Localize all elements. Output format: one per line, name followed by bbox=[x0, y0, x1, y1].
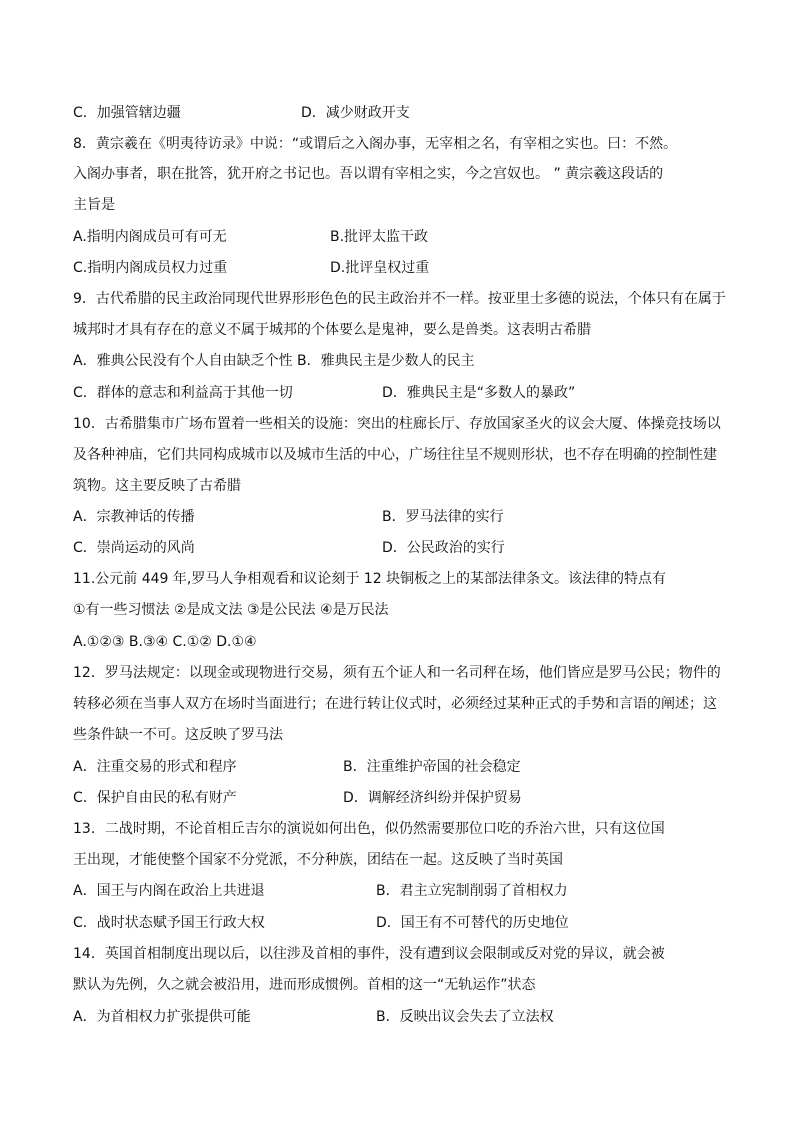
q11-stem-line-1: 11.公元前 449 年,罗马人争相观看和议论刻于 12 块铜板之上的某部法律条文。该法律的特点有 bbox=[73, 571, 667, 587]
q13-option-d: D．国王有不可替代的历史地位 bbox=[376, 915, 569, 931]
q10-option-d: D．公民政治的实行 bbox=[382, 540, 505, 556]
q14-option-b: B．反映出议会失去了立法权 bbox=[376, 1009, 554, 1025]
q7-option-d: D．减少财政开支 bbox=[301, 105, 410, 121]
q12-stem-line-1: 12．罗马法规定：以现金或现物进行交易，须有五个证人和一名司秤在场，他们皆应是罗马公民；物件的 bbox=[73, 665, 721, 681]
q10-option-b: B．罗马法律的实行 bbox=[382, 509, 504, 525]
q10-option-a: A．宗教神话的传播 bbox=[73, 509, 195, 525]
q12-option-d: D．调解经济纠纷并保护贸易 bbox=[343, 790, 522, 806]
q8-option-b: B.批评太监干政 bbox=[330, 229, 429, 245]
q14-option-a: A．为首相权力扩张提供可能 bbox=[73, 1009, 251, 1025]
q8-option-c: C.指明内阁成员权力过重 bbox=[73, 260, 228, 276]
q13-option-b: B．君主立宪制削弱了首相权力 bbox=[376, 883, 568, 899]
q12-option-c: C．保护自由民的私有财产 bbox=[73, 790, 237, 806]
q11-options: A.①②③ B.③④ C.①② D.①④ bbox=[73, 634, 257, 650]
q8-option-a: A.指明内阁成员可有可无 bbox=[73, 229, 227, 245]
q9-option-c: C．群体的意志和利益高于其他一切 bbox=[73, 385, 293, 401]
q10-stem-line-2: 及各种神庙，它们共同构成城市以及城市生活的中心，广场往往呈不规则形状，也不存在明确的控制性建 bbox=[73, 447, 717, 463]
q8-stem-line-2: 入阁办事者，职在批答，犹开府之书记也。吾以谓有宰相之实，今之宫奴也。 ” 黄宗羲这段话的 bbox=[73, 166, 664, 182]
q12-stem-line-3: 些条件缺一不可。这反映了罗马法 bbox=[73, 727, 283, 743]
q9-options-ab: A．雅典公民没有个人自由缺乏个性 B．雅典民主是少数人的民主 bbox=[73, 353, 475, 369]
q13-stem-line-1: 13．二战时期，不论首相丘吉尔的演说如何出色，似仍然需要那位口吃的乔治六世，只有这位国 bbox=[73, 821, 665, 837]
q14-stem-line-2: 默认为先例，久之就会被沿用，进而形成惯例。首相的这一“无轨运作”状态 bbox=[73, 977, 536, 993]
q12-option-a: A．注重交易的形式和程序 bbox=[73, 759, 237, 775]
q10-stem-line-1: 10．古希腊集市广场布置着一些相关的设施：突出的柱廊长厅、存放国家圣火的议会大厦、体操竞技场以 bbox=[73, 416, 721, 432]
q12-option-b: B．注重维护帝国的社会稳定 bbox=[343, 759, 521, 775]
q9-stem-line-2: 城邦时才具有存在的意义不属于城邦的个体要么是鬼神，要么是兽类。这表明古希腊 bbox=[73, 322, 591, 338]
q14-stem-line-1: 14．英国首相制度出现以后，以往涉及首相的事件，没有遭到议会限制或反对党的异议，就会被 bbox=[73, 946, 665, 962]
q8-option-d: D.批评皇权过重 bbox=[330, 260, 430, 276]
q10-option-c: C．崇尚运动的风尚 bbox=[73, 540, 195, 556]
q13-stem-line-2: 王出现，才能使整个国家不分党派，不分种族，团结在一起。这反映了当时英国 bbox=[73, 852, 563, 868]
q9-option-d: D．雅典民主是“多数人的暴政” bbox=[382, 385, 576, 401]
q7-option-c: C．加强管辖边疆 bbox=[73, 105, 181, 121]
q9-stem-line-1: 9．古代希腊的民主政治同现代世界形形色色的民主政治并不一样。按亚里士多德的说法，个体只有在属于 bbox=[73, 291, 726, 307]
q8-stem-line-3: 主旨是 bbox=[73, 197, 115, 213]
q10-stem-line-3: 筑物。这主要反映了古希腊 bbox=[73, 478, 241, 494]
q12-stem-line-2: 转移必须在当事人双方在场时当面进行；在进行转让仪式时，必须经过某种正式的手势和言语的阐述；这 bbox=[73, 696, 717, 712]
q8-stem-line-1: 8．黄宗羲在《明夷待访录》中说：“或谓后之入阁办事，无宰相之名，有宰相之实也。曰：不然。 bbox=[73, 136, 678, 152]
q11-stem-line-2: ①有一些习惯法 ②是成文法 ③是公民法 ④是万民法 bbox=[73, 602, 389, 618]
q13-option-a: A．国王与内阁在政治上共进退 bbox=[73, 883, 265, 899]
q13-option-c: C．战时状态赋予国王行政大权 bbox=[73, 915, 265, 931]
